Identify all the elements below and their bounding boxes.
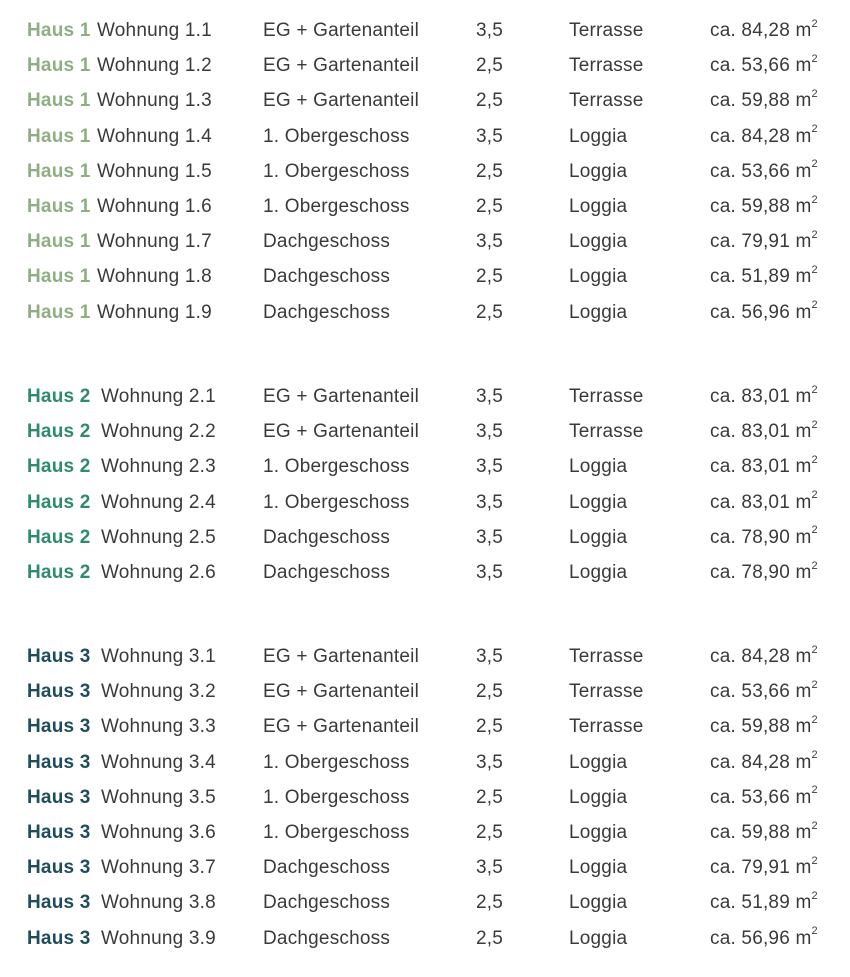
rooms-count: 3,5 (476, 561, 504, 583)
floor-label: 1. Obergeschoss (263, 456, 410, 478)
outdoor-type: Loggia (569, 491, 628, 513)
rooms-count: 2,5 (476, 892, 504, 914)
outdoor-type: Loggia (569, 821, 628, 843)
wohnung-label: Wohnung 3.3 (101, 716, 216, 738)
area-number: ca. 53,66 (710, 160, 790, 182)
floor-label: EG + Gartenanteil (263, 90, 420, 112)
area-value (710, 520, 818, 555)
unit-exponent: 2 (811, 749, 818, 762)
table-row (0, 639, 850, 674)
haus-label: Haus 3 (27, 821, 91, 843)
unit-exponent: 2 (811, 524, 818, 537)
unit-exponent: 2 (811, 52, 818, 65)
wohnung-label: Wohnung 1.9 (97, 301, 212, 323)
unit-base: m (795, 456, 812, 478)
rooms-count: 2,5 (476, 90, 504, 112)
floor-label: EG + Gartenanteil (263, 421, 420, 443)
area-value (710, 780, 818, 815)
floor-label: Dachgeschoss (263, 301, 391, 323)
outdoor-type: Loggia (569, 526, 628, 548)
unit-exponent: 2 (811, 193, 818, 206)
wohnung-label: Wohnung 3.2 (101, 681, 216, 703)
area-unit (790, 784, 818, 808)
unit-exponent: 2 (811, 17, 818, 30)
unit-base: m (795, 646, 812, 667)
haus-label: Haus 3 (27, 681, 91, 703)
outdoor-type: Terrasse (569, 421, 644, 443)
unit-exponent: 2 (811, 854, 818, 867)
haus-label: Haus 1 (27, 195, 91, 217)
outdoor-type: Loggia (569, 266, 628, 288)
haus-label: Haus 1 (27, 301, 91, 323)
area-number: ca. 83,01 (710, 456, 790, 478)
rooms-count: 3,5 (476, 857, 504, 879)
wohnung-label: Wohnung 3.6 (101, 821, 216, 843)
wohnung-label: Wohnung 1.7 (97, 231, 212, 253)
table-row (0, 154, 850, 189)
wohnung-label: Wohnung 3.4 (101, 751, 216, 773)
rooms-count: 2,5 (476, 786, 504, 808)
unit-exponent: 2 (811, 489, 818, 502)
table-row (0, 520, 850, 555)
floor-label: 1. Obergeschoss (263, 125, 410, 147)
outdoor-type: Loggia (569, 456, 628, 478)
area-number: ca. 59,88 (710, 90, 790, 112)
outdoor-type: Loggia (569, 195, 628, 217)
unit-base: m (795, 125, 812, 147)
floor-label: Dachgeschoss (263, 526, 391, 548)
floor-label: 1. Obergeschoss (263, 491, 410, 513)
rooms-count: 2,5 (476, 195, 504, 217)
floor-label: Dachgeschoss (263, 266, 391, 288)
area-value (710, 815, 818, 850)
area-unit (790, 123, 818, 147)
area-unit (790, 456, 818, 477)
floor-label: EG + Gartenanteil (263, 386, 420, 407)
rooms-count: 3,5 (476, 125, 504, 147)
unit-base: m (795, 821, 812, 843)
table-row (0, 83, 850, 118)
haus-label: Haus 1 (27, 160, 91, 182)
unit-base: m (795, 716, 812, 738)
unit-base: m (795, 786, 812, 808)
haus-label: Haus 1 (27, 55, 91, 77)
unit-exponent: 2 (811, 383, 818, 396)
area-unit (790, 524, 818, 548)
table-row (0, 921, 850, 956)
floor-label: 1. Obergeschoss (263, 195, 410, 217)
rooms-count: 2,5 (476, 301, 504, 323)
haus-3-group (0, 639, 850, 956)
unit-exponent: 2 (811, 158, 818, 171)
area-number: ca. 84,28 (710, 125, 790, 147)
area-number: ca. 83,01 (710, 386, 790, 407)
wohnung-label: Wohnung 2.6 (101, 561, 216, 583)
area-value (710, 119, 818, 154)
wohnung-label: Wohnung 3.5 (101, 786, 216, 808)
wohnung-label: Wohnung 1.8 (97, 266, 212, 288)
haus-label: Haus 3 (27, 751, 91, 773)
wohnung-label: Wohnung 1.5 (97, 160, 212, 182)
area-value (710, 189, 818, 224)
unit-base: m (795, 526, 812, 548)
area-unit (790, 52, 818, 77)
table-row (0, 885, 850, 920)
rooms-count: 3,5 (476, 386, 504, 407)
area-unit (790, 158, 818, 182)
haus-label: Haus 2 (27, 386, 91, 407)
outdoor-type: Terrasse (569, 386, 644, 407)
area-value (710, 259, 818, 294)
outdoor-type: Loggia (569, 927, 628, 949)
unit-base: m (795, 90, 812, 112)
area-unit (790, 678, 818, 703)
unit-base: m (795, 266, 812, 288)
area-unit (790, 854, 818, 879)
table-row (0, 259, 850, 294)
unit-exponent: 2 (811, 299, 818, 312)
rooms-count: 3,5 (476, 526, 504, 548)
area-value (710, 709, 818, 744)
area-unit (790, 489, 818, 513)
area-value (710, 639, 818, 674)
floor-label: 1. Obergeschoss (263, 786, 410, 808)
area-unit (790, 90, 818, 111)
rooms-count: 2,5 (476, 266, 504, 288)
unit-exponent: 2 (811, 784, 818, 797)
wohnung-label: Wohnung 2.5 (101, 526, 216, 548)
rooms-count: 3,5 (476, 20, 504, 41)
area-value (710, 13, 818, 48)
area-value (710, 885, 818, 920)
outdoor-type: Loggia (569, 751, 628, 773)
floor-label: 1. Obergeschoss (263, 751, 410, 773)
haus-label: Haus 3 (27, 716, 91, 738)
unit-exponent: 2 (811, 819, 818, 832)
area-value (710, 48, 818, 83)
unit-exponent: 2 (811, 559, 818, 572)
table-row (0, 295, 850, 330)
area-value (710, 83, 818, 118)
wohnung-label: Wohnung 3.1 (101, 646, 216, 667)
unit-exponent: 2 (811, 925, 818, 938)
outdoor-type: Terrasse (569, 55, 644, 77)
haus-label: Haus 1 (27, 231, 91, 253)
floor-label: Dachgeschoss (263, 231, 391, 253)
outdoor-type: Loggia (569, 561, 628, 583)
table-row (0, 224, 850, 259)
table-row (0, 815, 850, 850)
area-value (710, 921, 818, 956)
outdoor-type: Loggia (569, 786, 628, 808)
table-row (0, 379, 850, 414)
rooms-count: 2,5 (476, 55, 504, 77)
haus-label: Haus 2 (27, 526, 91, 548)
unit-base: m (795, 55, 812, 77)
wohnung-label: Wohnung 3.9 (101, 927, 216, 949)
area-number: ca. 78,90 (710, 561, 790, 583)
area-number: ca. 53,66 (710, 681, 790, 703)
table-row (0, 119, 850, 154)
unit-exponent: 2 (811, 123, 818, 136)
rooms-count: 3,5 (476, 456, 504, 478)
haus-label: Haus 2 (27, 561, 91, 583)
area-number: ca. 79,91 (710, 857, 790, 879)
floor-label: EG + Gartenanteil (263, 646, 420, 667)
area-number: ca. 83,01 (710, 491, 790, 513)
haus-label: Haus 3 (27, 786, 91, 808)
unit-exponent: 2 (811, 714, 818, 727)
rooms-count: 3,5 (476, 646, 504, 667)
unit-base: m (795, 160, 812, 182)
area-value (710, 555, 818, 590)
haus-1-group (0, 13, 850, 330)
area-unit (790, 228, 818, 253)
rooms-count: 3,5 (476, 751, 504, 773)
unit-exponent: 2 (811, 88, 818, 101)
outdoor-type: Terrasse (569, 20, 644, 41)
unit-base: m (795, 491, 812, 513)
wohnung-label: Wohnung 1.6 (97, 195, 212, 217)
wohnung-label: Wohnung 2.2 (101, 421, 216, 443)
wohnung-label: Wohnung 2.3 (101, 456, 216, 478)
rooms-count: 3,5 (476, 491, 504, 513)
unit-exponent: 2 (811, 228, 818, 241)
rooms-count: 3,5 (476, 231, 504, 253)
area-unit (790, 383, 818, 407)
table-row (0, 555, 850, 590)
floor-label: EG + Gartenanteil (263, 716, 420, 738)
floor-label: Dachgeschoss (263, 857, 391, 879)
haus-label: Haus 3 (27, 646, 91, 667)
area-value (710, 414, 818, 449)
wohnung-label: Wohnung 2.1 (101, 386, 216, 407)
haus-label: Haus 1 (27, 90, 91, 112)
area-unit (790, 418, 818, 443)
area-value (710, 295, 818, 330)
area-value (710, 850, 818, 885)
wohnung-label: Wohnung 3.8 (101, 892, 216, 914)
area-number: ca. 59,88 (710, 195, 790, 217)
table-row (0, 414, 850, 449)
area-unit (790, 716, 818, 737)
unit-exponent: 2 (811, 889, 818, 902)
floor-label: 1. Obergeschoss (263, 160, 410, 182)
outdoor-type: Terrasse (569, 90, 644, 112)
wohnung-label: Wohnung 1.4 (97, 125, 212, 147)
floor-label: Dachgeschoss (263, 927, 391, 949)
area-unit (790, 17, 818, 41)
haus-label: Haus 1 (27, 125, 91, 147)
wohnung-label: Wohnung 1.1 (97, 20, 212, 41)
area-unit (790, 819, 818, 843)
haus-label: Haus 3 (27, 857, 91, 879)
haus-label: Haus 3 (27, 927, 91, 949)
area-number: ca. 53,66 (710, 786, 790, 808)
area-number: ca. 78,90 (710, 526, 790, 548)
table-row (0, 13, 850, 48)
haus-label: Haus 2 (27, 421, 91, 443)
rooms-count: 2,5 (476, 160, 504, 182)
outdoor-type: Loggia (569, 231, 628, 253)
haus-label: Haus 2 (27, 456, 91, 478)
outdoor-type: Loggia (569, 160, 628, 182)
table-row (0, 449, 850, 484)
wohnung-label: Wohnung 1.3 (97, 90, 212, 112)
outdoor-type: Loggia (569, 125, 628, 147)
floor-label: Dachgeschoss (263, 561, 391, 583)
area-unit (790, 299, 818, 323)
outdoor-type: Loggia (569, 892, 628, 914)
area-unit (790, 925, 818, 949)
haus-label: Haus 2 (27, 491, 91, 513)
area-value (710, 449, 818, 484)
area-number: ca. 51,89 (710, 892, 790, 914)
area-value (710, 674, 818, 709)
unit-base: m (795, 195, 812, 217)
floor-label: 1. Obergeschoss (263, 821, 410, 843)
rooms-count: 3,5 (476, 421, 504, 443)
table-row (0, 780, 850, 815)
unit-exponent: 2 (811, 643, 818, 656)
outdoor-type: Terrasse (569, 646, 644, 667)
table-row (0, 674, 850, 709)
area-number: ca. 59,88 (710, 716, 790, 738)
outdoor-type: Loggia (569, 857, 628, 879)
unit-base: m (795, 301, 812, 323)
table-row (0, 745, 850, 780)
area-number: ca. 59,88 (710, 821, 790, 843)
rooms-count: 2,5 (476, 716, 504, 738)
area-value (710, 379, 818, 414)
unit-base: m (795, 681, 812, 703)
rooms-count: 2,5 (476, 821, 504, 843)
unit-exponent: 2 (811, 454, 818, 467)
area-number: ca. 51,89 (710, 266, 790, 288)
haus-label: Haus 1 (27, 266, 91, 288)
area-number: ca. 84,28 (710, 646, 790, 667)
outdoor-type: Terrasse (569, 681, 644, 703)
area-number: ca. 84,28 (710, 751, 790, 773)
unit-base: m (795, 561, 812, 583)
area-value (710, 224, 818, 259)
area-value (710, 745, 818, 780)
table-row (0, 485, 850, 520)
wohnung-label: Wohnung 2.4 (101, 491, 216, 513)
area-number: ca. 83,01 (710, 421, 790, 443)
area-unit (790, 749, 818, 773)
outdoor-type: Loggia (569, 301, 628, 323)
unit-base: m (795, 857, 812, 879)
unit-base: m (795, 751, 812, 773)
floor-label: Dachgeschoss (263, 892, 391, 914)
unit-base: m (795, 421, 812, 443)
wohnung-label: Wohnung 1.2 (97, 55, 212, 77)
area-unit (790, 193, 818, 217)
unit-base: m (795, 231, 812, 253)
area-value (710, 154, 818, 189)
area-unit (790, 889, 818, 914)
area-number: ca. 56,96 (710, 927, 790, 949)
area-unit (790, 263, 818, 288)
unit-base: m (795, 386, 812, 407)
unit-base: m (795, 20, 812, 41)
area-number: ca. 79,91 (710, 231, 790, 253)
haus-2-group (0, 379, 850, 590)
haus-label: Haus 3 (27, 892, 91, 914)
unit-exponent: 2 (811, 418, 818, 431)
table-row (0, 48, 850, 83)
floor-label: EG + Gartenanteil (263, 681, 420, 703)
rooms-count: 2,5 (476, 681, 504, 703)
floor-label: EG + Gartenanteil (263, 20, 420, 41)
table-row (0, 189, 850, 224)
area-number: ca. 53,66 (710, 55, 790, 77)
floor-label: EG + Gartenanteil (263, 55, 420, 77)
unit-base: m (795, 892, 812, 914)
unit-exponent: 2 (811, 263, 818, 276)
rooms-count: 2,5 (476, 927, 504, 949)
unit-base: m (795, 927, 812, 949)
haus-label: Haus 1 (27, 20, 91, 41)
area-unit (790, 643, 818, 667)
table-row (0, 850, 850, 885)
area-number: ca. 56,96 (710, 301, 790, 323)
wohnung-label: Wohnung 3.7 (101, 857, 216, 879)
area-number: ca. 84,28 (710, 20, 790, 41)
area-value (710, 485, 818, 520)
table-row (0, 709, 850, 744)
unit-exponent: 2 (811, 678, 818, 691)
outdoor-type: Terrasse (569, 716, 644, 738)
area-unit (790, 559, 818, 583)
